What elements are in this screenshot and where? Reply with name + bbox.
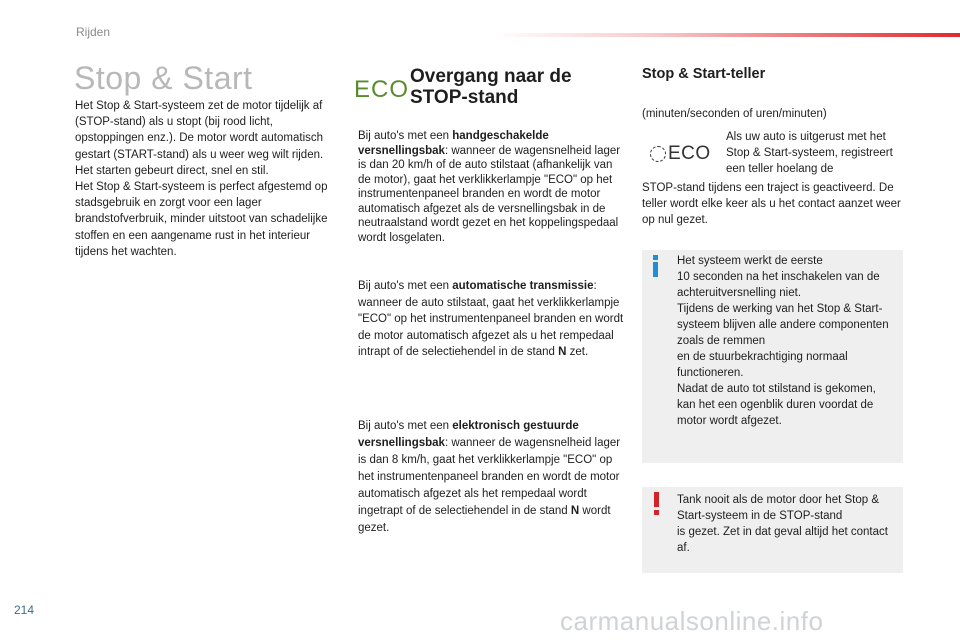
warning-icon [650, 490, 664, 518]
text-run: Bij auto's met een [358, 130, 453, 142]
timer-circle-icon [650, 146, 666, 162]
intro-paragraph-1: Het Stop & Start-systeem zet de motor tijdelijk af (STOP-stand) als u stopt (bij rood licht, opstoppingen enz.). De motor wordt automatisch gestart (START-stand) als u weer weg wilt rijden. Het starten gebeurt direct, snel en stil. [75, 100, 324, 177]
info-line: Tijdens de werking van het Stop & Start-systeem blijven alle andere componenten zoals de remmen [677, 303, 889, 347]
page-number: 214 [14, 603, 35, 617]
electronic-gearbox-paragraph [358, 418, 626, 537]
counter-side-text: Als uw auto is uitgerust met het Stop & Start-systeem, registreert een teller hoelang de [726, 131, 893, 175]
intro-text [75, 98, 337, 260]
stop-mode-title-line2: STOP-stand [410, 87, 519, 108]
bold-term: handgeschakelde versnellingsbak [358, 130, 549, 157]
text-run: wordt gezet. [358, 505, 611, 534]
eco-icon: ECO [354, 76, 410, 103]
text-run: Bij auto's met een [358, 280, 453, 292]
info-text [677, 253, 897, 429]
bold-term: automatische transmissie [452, 280, 594, 292]
watermark: carmanualsonline.info [560, 606, 824, 636]
text-run: : wanneer de auto stilstaat, gaat het verklikkerlampje "ECO" op het instrumentenpaneel branden en wordt de motor automatisch afgezet als u het rempedaal intrapt of de selectiehendel in de stand [358, 280, 624, 358]
gear-letter: N [570, 505, 580, 517]
timer-eco-label: ECO [668, 143, 711, 164]
info-line: Het systeem werkt de eerste [677, 255, 823, 267]
info-line: en de stuurbekrachtiging normaal functioneren. [677, 351, 848, 379]
counter-title: Stop & Start-teller [642, 66, 766, 82]
info-line: Nadat de auto tot stilstand is gekomen, kan het een ogenblik duren voordat de motor wordt afgezet. [677, 383, 876, 427]
automatic-transmission-paragraph [358, 278, 626, 361]
bold-term: elektronisch gestuurde versnellingsbak [358, 420, 579, 449]
warning-line-2: is gezet. Zet in dat geval altijd het contact af. [677, 526, 888, 554]
header-accent-bar [492, 33, 960, 37]
stop-mode-title-line1: Overgang naar de [410, 66, 572, 87]
warning-line-1: Tank nooit als de motor door het Stop & Start-systeem in de STOP-stand [677, 494, 880, 522]
text-run: Bij auto's met een [358, 420, 453, 432]
text-run: : wanneer de wagensnelheid lager is dan 8 km/h, gaat het verklikkerlampje "ECO" op het instrumentenpaneel branden en wordt de motor automatisch afgezet als het rempedaal wordt ingetrapt of de selectiehendel in de stand [358, 437, 621, 517]
text-run: : wanneer de wagensnelheid lager is dan 20 km/h of de auto stilstaat (afhankelijk van de motor), gaat het verklikkerlampje "ECO" op het instrumentenpaneel branden en wordt de motor automatisch afgezet als de versnellingsbak in de neutraalstand wordt gezet en het koppelingspedaal wordt losgelaten. [358, 144, 621, 244]
text-run: zet. [566, 346, 589, 358]
gear-letter: N [558, 346, 567, 358]
section-label: Rijden [76, 25, 111, 39]
counter-units: (minuten/seconden of uren/minuten) [642, 108, 827, 120]
info-line: 10 seconden na het inschakelen van de achteruitversnelling niet. [677, 271, 880, 299]
warning-text [677, 492, 899, 556]
stop-mode-title [410, 66, 572, 108]
intro-paragraph-2: Het Stop & Start-systeem is perfect afgestemd op stadsgebruik en zorgt voor een lager brandstofverbruik, minder uitstoot van schadelijke stoffen en een aangename rust in het interieur tijdens het wachten. [75, 181, 328, 258]
counter-full-text: STOP-stand tijdens een traject is geactiveerd. De teller wordt elke keer als u het contact aanzet weer op nul gezet. [642, 182, 901, 226]
eco-timer-icon [650, 143, 711, 166]
manual-gearbox-paragraph [358, 129, 626, 245]
page-title: Stop & Start [74, 60, 253, 96]
info-icon [648, 255, 662, 277]
